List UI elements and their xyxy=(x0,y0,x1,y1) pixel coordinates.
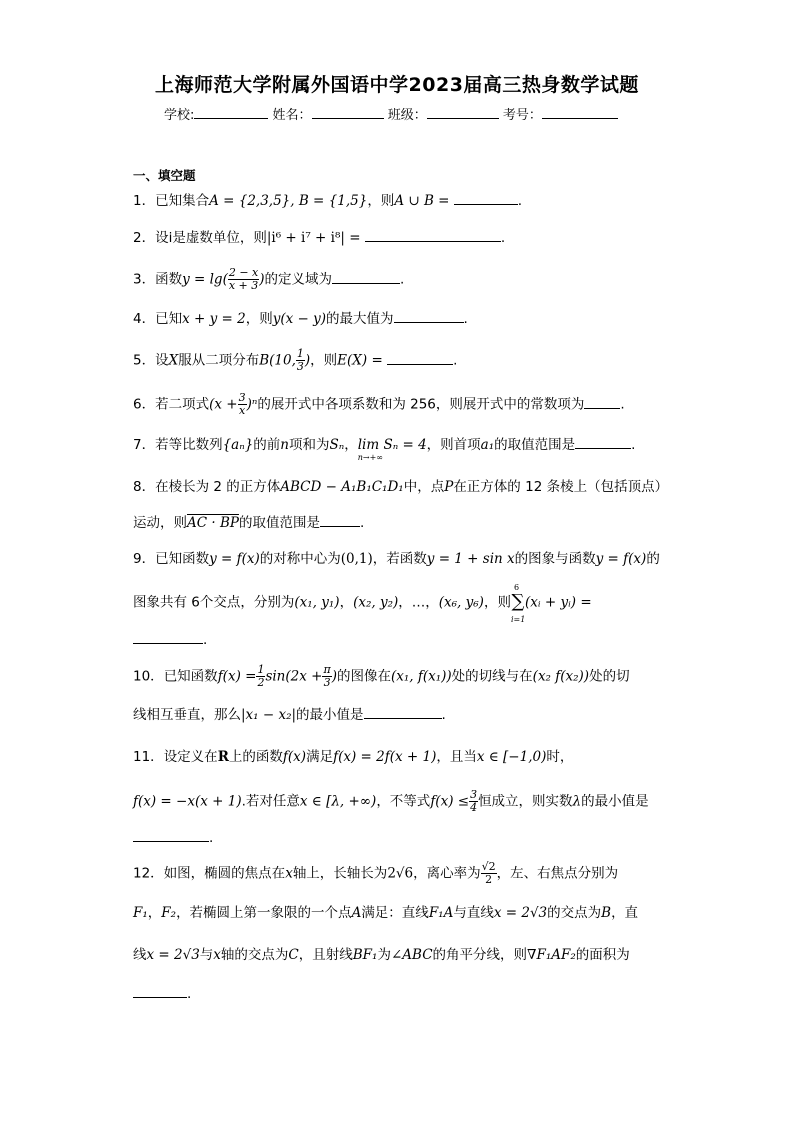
limit-subscript: n→+∞ xyxy=(357,453,383,462)
numerator: 1 xyxy=(257,663,265,676)
math-expr: A ∪ B = xyxy=(394,193,450,209)
question-text: ， xyxy=(339,594,354,611)
period: . xyxy=(359,515,365,531)
sum-sign: ∑ xyxy=(511,591,525,612)
math-expr: f(x) = −x(x + 1) xyxy=(133,793,242,810)
question-text: ， xyxy=(344,437,358,453)
math-expr: A = {2,3,5}, B = {1,5} xyxy=(209,193,368,209)
math-expr: (x₆, y₆) xyxy=(438,594,484,611)
question-number: 8． xyxy=(133,479,156,495)
question-text: 满足 xyxy=(306,749,334,765)
question-2 xyxy=(133,228,505,248)
math-expr: E(X) = xyxy=(337,352,383,369)
math-expr: {aₙ} xyxy=(222,437,254,453)
period: . xyxy=(620,396,625,413)
question-number: 11． xyxy=(133,749,164,765)
question-text: ，…， xyxy=(398,594,439,611)
question-text: 设 xyxy=(155,352,169,369)
question-number: 5． xyxy=(133,352,156,369)
math-expr: y = f(x) xyxy=(595,551,647,567)
question-text: 轴的交点为 xyxy=(220,947,289,963)
question-text: 项和为 xyxy=(289,437,330,453)
question-text: 为 xyxy=(377,947,391,963)
question-text: ，则 xyxy=(310,352,338,369)
question-text: 与 xyxy=(199,947,214,963)
question-10 xyxy=(133,664,630,689)
question-12-line-2 xyxy=(133,903,638,923)
denominator: 2 xyxy=(257,676,265,689)
question-text: 的最小值是 xyxy=(296,707,364,723)
math-expr: X xyxy=(168,352,179,369)
fraction xyxy=(228,267,259,292)
question-text: 的面积为 xyxy=(575,947,630,963)
math-expr: BF₁ xyxy=(352,947,378,963)
math-expr: (x₂ f(x₂)) xyxy=(532,668,590,685)
question-text: ，则首项 xyxy=(426,437,481,453)
math-expr: A xyxy=(351,905,362,921)
question-text: 的前 xyxy=(253,437,281,453)
question-text: 的最小值是 xyxy=(581,793,649,810)
period: . xyxy=(187,986,192,1002)
math-expr: f(x) = 2f(x + 1) xyxy=(333,749,437,765)
question-text: ，不等式 xyxy=(376,793,431,810)
denominator: x + 3 xyxy=(228,279,259,292)
question-text: ，左、右焦点分别为 xyxy=(496,865,619,882)
math-expr: y = f(x) xyxy=(209,551,260,567)
question-text: 已知 xyxy=(155,311,183,327)
question-11 xyxy=(133,747,573,767)
period: . xyxy=(203,632,208,648)
fraction xyxy=(238,392,247,417)
math-expr: F₁A xyxy=(428,905,454,921)
fraction xyxy=(296,348,305,373)
numerator: 3 xyxy=(470,788,478,801)
math-expr: (x₁, f(x₁)) xyxy=(390,668,452,685)
question-text: 的取值范围是 xyxy=(494,437,576,453)
question-text: ，则 xyxy=(245,311,273,327)
school-label: 学校: xyxy=(164,108,195,123)
fraction xyxy=(322,664,331,689)
math-expr: sin(2x + xyxy=(265,668,323,685)
question-6 xyxy=(133,392,625,417)
question-12-line-4 xyxy=(133,984,191,1004)
question-text: 的图象与函数 xyxy=(514,551,596,567)
denominator: 4 xyxy=(470,801,478,814)
question-text: 处的切 xyxy=(589,668,630,685)
math-expr: (0,1) xyxy=(340,551,373,567)
math-expr: )ⁿ xyxy=(246,396,258,413)
math-expr: AC · BP xyxy=(187,515,239,531)
math-expr: x = 2√3 xyxy=(493,905,548,921)
question-text: 如图，椭圆的焦点在 xyxy=(163,865,286,882)
question-text: 线相互垂直，那么 xyxy=(133,707,241,723)
numerator: 3 xyxy=(238,391,246,404)
question-text: 处的切线与在 xyxy=(451,668,533,685)
question-text: 在正方体的 12 条棱上（包括顶点） xyxy=(453,479,669,495)
question-text: 的角平分线，则 xyxy=(432,947,528,963)
question-text: 运动，则 xyxy=(133,515,187,531)
numerator: 1 xyxy=(296,347,304,360)
question-text: 服从二项分布 xyxy=(178,352,260,369)
period: . xyxy=(463,311,468,327)
numerator: π xyxy=(323,663,331,676)
question-text: 已知函数 xyxy=(155,551,210,567)
question-number: 3． xyxy=(133,271,156,288)
question-12 xyxy=(133,861,618,886)
math-expr: f(x) ≤ xyxy=(430,793,470,810)
math-expr: (x₁, y₁) xyxy=(294,594,340,611)
answer-blank[interactable] xyxy=(365,228,501,242)
math-expr: x ∈ [λ, +∞) xyxy=(299,793,377,810)
question-9 xyxy=(133,549,660,569)
math-expr: x + y = 2 xyxy=(182,311,246,327)
section-heading: 一、填空题 xyxy=(133,168,196,183)
question-text: 恒成立，则实数 xyxy=(478,793,573,810)
question-text: 已知函数 xyxy=(163,668,218,685)
question-number: 12． xyxy=(133,865,164,882)
math-expr: |x₁ − x₂| xyxy=(241,707,297,723)
math-expr: ) xyxy=(304,352,311,369)
math-expr: x = 2√3 xyxy=(146,947,200,963)
numerator: √2 xyxy=(481,860,496,873)
question-10-line-2 xyxy=(133,705,446,725)
answer-blank[interactable] xyxy=(364,705,442,719)
question-9-line-2 xyxy=(133,583,592,624)
answer-blank[interactable] xyxy=(133,828,209,842)
question-number: 2． xyxy=(133,230,156,246)
answer-blank[interactable] xyxy=(133,984,187,998)
question-5 xyxy=(133,348,457,373)
question-text: 在棱长为 2 的正方体 xyxy=(155,479,281,495)
question-text: 时， xyxy=(546,749,574,765)
question-text: 的取值范围是 xyxy=(238,515,320,531)
question-number: 10． xyxy=(133,668,164,685)
question-text: 已知集合 xyxy=(155,193,210,209)
name-blank[interactable] xyxy=(312,106,384,119)
period: . xyxy=(441,707,446,723)
question-number: 7． xyxy=(133,437,156,453)
fraction xyxy=(469,789,478,814)
sum-upper: 6 xyxy=(513,583,520,592)
math-expr: x ∈ [−1,0) xyxy=(476,749,547,765)
math-expr: ∠ABC xyxy=(390,947,433,963)
math-expr: lim Sₙ = 4 xyxy=(357,437,427,453)
question-text: 若二项式 xyxy=(155,396,210,413)
class-label: 班级： xyxy=(387,108,427,123)
question-12-line-3 xyxy=(133,945,630,965)
limit-expr xyxy=(357,435,427,462)
period: . xyxy=(517,193,523,209)
name-label: 姓名： xyxy=(272,108,312,123)
question-11-line-2 xyxy=(133,789,649,814)
question-text: 设定义在 xyxy=(163,749,218,765)
math-expr: ABCD − A₁B₁C₁D₁ xyxy=(280,479,404,495)
question-7 xyxy=(133,435,636,462)
denominator: 2 xyxy=(485,873,493,886)
question-text: ，若椭圆上第一象限的一个点 xyxy=(176,905,352,921)
question-text: 若等比数列 xyxy=(155,437,223,453)
math-expr: ) xyxy=(331,668,337,685)
numerator: 2 − x xyxy=(228,266,259,279)
question-number: 9． xyxy=(133,551,156,567)
math-expr: (x₂, y₂) xyxy=(353,594,399,611)
answer-blank[interactable] xyxy=(387,351,453,365)
question-text: ，且当 xyxy=(436,749,477,765)
question-number: 6． xyxy=(133,396,156,413)
question-text: 中，点 xyxy=(403,479,445,495)
page-title: 上海师范大学附属外国语中学2023届高三热身数学试题 xyxy=(155,74,639,96)
student-info-line xyxy=(164,104,618,123)
question-text: .若对任意 xyxy=(241,793,300,810)
answer-blank[interactable] xyxy=(133,630,203,644)
question-text: 函数 xyxy=(155,271,183,288)
question-text: 图象共有 6个交点，分别为 xyxy=(133,594,295,611)
answer-blank[interactable] xyxy=(575,435,631,449)
question-11-line-3 xyxy=(133,828,213,848)
math-expr: λ xyxy=(572,793,582,810)
question-text: ， xyxy=(147,905,162,921)
question-text: 的 xyxy=(646,551,660,567)
question-text: 的最大值为 xyxy=(326,311,394,327)
question-9-line-3 xyxy=(133,630,207,650)
math-expr: 2√6 xyxy=(387,865,414,882)
question-text: ，直 xyxy=(611,905,639,921)
math-expr: (xᵢ + yᵢ) = xyxy=(524,594,592,611)
answer-blank[interactable] xyxy=(320,513,360,527)
fraction xyxy=(481,861,497,886)
question-text: 的对称中心为 xyxy=(259,551,341,567)
exam-no-label: 考号： xyxy=(502,108,542,123)
question-3 xyxy=(133,267,404,292)
math-expr: f(x) xyxy=(282,749,307,765)
question-text: 线 xyxy=(133,947,147,963)
question-text: ，则 xyxy=(367,193,395,209)
question-text: 与直线 xyxy=(453,905,494,921)
question-text: 的定义域为 xyxy=(264,271,333,288)
math-expr: f(x) = xyxy=(217,668,257,685)
denominator: x xyxy=(238,404,246,417)
math-expr: F₁ xyxy=(133,905,148,921)
math-expr: y = 1 + sin x xyxy=(426,551,515,567)
math-expr: x xyxy=(285,865,293,882)
math-expr: y(x − y) xyxy=(272,311,327,327)
math-expr: B(10, xyxy=(259,352,296,369)
answer-blank[interactable] xyxy=(332,270,400,284)
question-number: 4． xyxy=(133,311,156,327)
denominator: 3 xyxy=(323,676,331,689)
question-text: ，若函数 xyxy=(372,551,427,567)
sum-lower: i=1 xyxy=(510,615,526,624)
math-expr: |i⁶ + i⁷ + i⁸| = xyxy=(266,230,361,246)
math-expr: (x + xyxy=(209,396,238,413)
math-expr: a₁ xyxy=(480,437,495,453)
question-8-line-2 xyxy=(133,513,364,533)
math-expr: C xyxy=(288,947,299,963)
question-4 xyxy=(133,309,468,329)
question-text: 满足：直线 xyxy=(361,905,429,921)
question-text: 的图像在 xyxy=(336,668,391,685)
school-blank[interactable] xyxy=(194,106,268,119)
math-expr: P xyxy=(444,479,454,495)
math-expr: x xyxy=(213,947,221,963)
question-text: 的展开式中各项系数和为 256，则展开式中的常数项为 xyxy=(257,396,585,413)
period: . xyxy=(400,271,405,288)
question-text: ，则 xyxy=(483,594,511,611)
question-text: 设i是虚数单位，则 xyxy=(155,230,267,246)
math-expr: y = lg( xyxy=(182,271,228,288)
math-expr: F₂ xyxy=(161,905,177,921)
exam-no-blank[interactable] xyxy=(542,106,618,119)
question-text: 的交点为 xyxy=(547,905,602,921)
period: . xyxy=(209,830,214,846)
question-text: 轴上，长轴长为 xyxy=(292,865,388,882)
period: . xyxy=(453,352,458,369)
summation xyxy=(510,583,526,624)
question-text: 上的函数 xyxy=(228,749,283,765)
answer-blank[interactable] xyxy=(394,309,464,323)
math-expr: n xyxy=(280,437,289,453)
math-expr: ∇F₁AF₂ xyxy=(527,947,576,963)
period: . xyxy=(631,437,636,453)
class-blank[interactable] xyxy=(427,106,499,119)
math-expr: ) xyxy=(259,271,265,288)
period: . xyxy=(500,230,506,246)
math-expr: B xyxy=(601,905,612,921)
answer-blank[interactable] xyxy=(454,191,518,205)
question-1 xyxy=(133,191,522,211)
math-expr: R xyxy=(217,749,229,765)
denominator: 3 xyxy=(296,360,304,373)
question-text: ，离心率为 xyxy=(413,865,481,882)
question-text: ，且射线 xyxy=(298,947,353,963)
answer-blank[interactable] xyxy=(584,395,620,409)
math-expr: Sₙ xyxy=(329,437,345,453)
question-8 xyxy=(133,477,668,497)
question-number: 1． xyxy=(133,193,156,209)
